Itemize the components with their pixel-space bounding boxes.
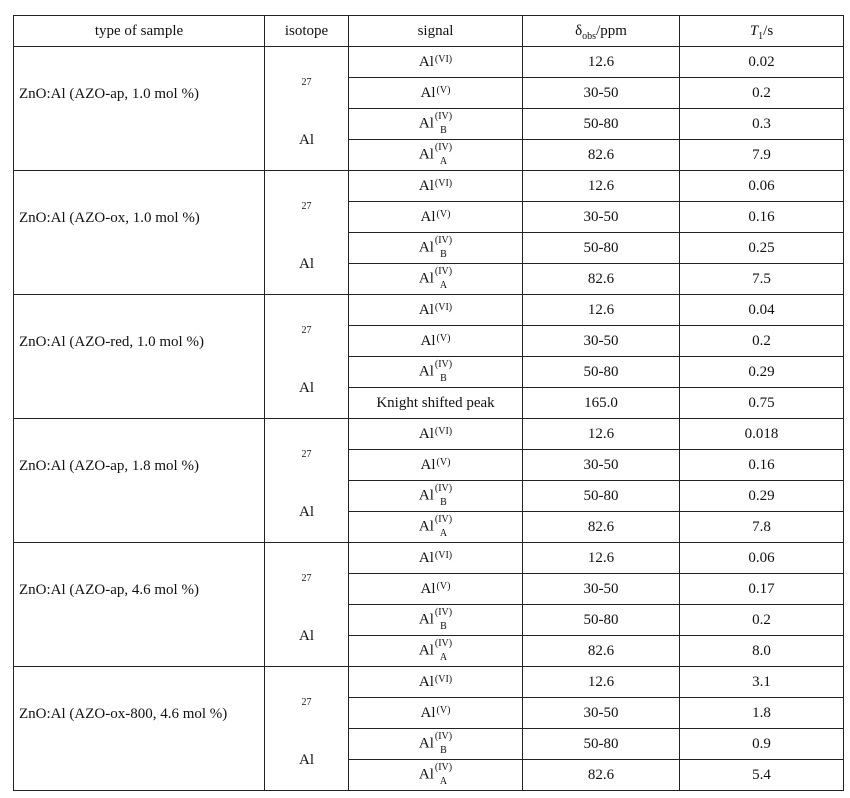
- signal-element: Al: [418, 363, 434, 380]
- signal-element: Al: [418, 239, 434, 256]
- isotope-cell: [265, 171, 349, 295]
- isotope-label: [265, 697, 348, 768]
- table-row: [14, 667, 844, 698]
- signal-cell: [349, 667, 523, 698]
- header-type-of-sample: type of sample: [14, 16, 265, 47]
- chemical-shift-cell: 30-50: [523, 326, 680, 357]
- isotope-element: Al: [299, 628, 314, 644]
- signal-element: Al: [420, 456, 436, 473]
- isotope-mass: 27: [301, 449, 312, 460]
- chemical-shift-cell: 30-50: [523, 574, 680, 605]
- signal-indices: [436, 333, 451, 346]
- signal-cell: [349, 419, 523, 450]
- signal-coordination: (IV): [434, 731, 453, 742]
- isotope-label: [265, 77, 348, 148]
- table-row: [14, 543, 844, 574]
- isotope-mass: 27: [301, 697, 312, 708]
- signal-indices: [436, 581, 451, 594]
- isotope-label: [265, 573, 348, 644]
- signal-element: Al: [418, 611, 434, 628]
- signal-element: Al: [418, 53, 434, 70]
- chemical-shift-cell: 82.6: [523, 140, 680, 171]
- isotope-label: [265, 449, 348, 520]
- t1-cell: 1.8: [680, 698, 844, 729]
- signal-coordination: (IV): [434, 638, 453, 649]
- signal-indices: [434, 235, 453, 260]
- signal-coordination: (VI): [434, 674, 453, 686]
- isotope-mass: 27: [301, 325, 312, 336]
- signal-indices: [436, 85, 451, 98]
- chemical-shift-cell: 12.6: [523, 667, 680, 698]
- signal-element: Al: [420, 84, 436, 101]
- sample-cell: [14, 295, 265, 419]
- t1-cell: 0.3: [680, 109, 844, 140]
- t1-cell: 0.2: [680, 78, 844, 109]
- signal-element: Al: [418, 735, 434, 752]
- sample-name: ZnO:Al (AZO-ap, 1.0 mol %): [19, 86, 199, 102]
- signal-coordination: (VI): [434, 54, 453, 66]
- signal-cell: [349, 171, 523, 202]
- signal-element: Al: [418, 518, 434, 535]
- signal-coordination: (V): [436, 705, 451, 717]
- sample-name: ZnO:Al (AZO-ap, 4.6 mol %): [19, 582, 199, 598]
- isotope-cell: [265, 419, 349, 543]
- signal-indices: [434, 638, 453, 663]
- table-row: [14, 419, 844, 450]
- signal-cell: [349, 78, 523, 109]
- signal-indices: [434, 674, 453, 687]
- signal-element: Al: [418, 766, 434, 783]
- table-row: [14, 47, 844, 78]
- chemical-shift-cell: 50-80: [523, 605, 680, 636]
- signal-cell: [349, 543, 523, 574]
- chemical-shift-cell: 82.6: [523, 512, 680, 543]
- signal-coordination: (IV): [434, 142, 453, 153]
- chemical-shift-cell: 12.6: [523, 543, 680, 574]
- signal-coordination: (IV): [434, 483, 453, 494]
- signal-site: A: [439, 776, 448, 787]
- signal-site: A: [439, 652, 448, 663]
- signal-element: Al: [418, 115, 434, 132]
- signal-site: A: [439, 156, 448, 167]
- isotope-mass: 27: [301, 573, 312, 584]
- signal-cell: [349, 729, 523, 760]
- signal-element: Al: [420, 580, 436, 597]
- signal-coordination: (V): [436, 333, 451, 345]
- signal-element: Al: [418, 301, 434, 318]
- chemical-shift-cell: 165.0: [523, 388, 680, 419]
- signal-site: A: [439, 280, 448, 291]
- signal-indices: [434, 359, 453, 384]
- signal-indices: [436, 209, 451, 222]
- signal-site: B: [440, 125, 447, 136]
- t1-cell: 0.018: [680, 419, 844, 450]
- signal-coordination: (IV): [434, 514, 453, 525]
- chemical-shift-cell: 50-80: [523, 109, 680, 140]
- header-t1: $T_1/s$: [680, 16, 844, 47]
- signal-coordination: (IV): [434, 111, 453, 122]
- signal-cell: [349, 140, 523, 171]
- chemical-shift-cell: 12.6: [523, 171, 680, 202]
- isotope-mass: 27: [301, 201, 312, 212]
- t1-cell: 0.02: [680, 47, 844, 78]
- signal-cell: [349, 605, 523, 636]
- signal-site: B: [440, 621, 447, 632]
- signal-cell: [349, 760, 523, 791]
- signal-element: Al: [420, 704, 436, 721]
- nmr-data-table: [13, 15, 844, 791]
- signal-coordination: (VI): [434, 302, 453, 314]
- signal-coordination: (V): [436, 85, 451, 97]
- chemical-shift-cell: 12.6: [523, 295, 680, 326]
- signal-indices: [434, 302, 453, 315]
- signal-indices: [434, 426, 453, 439]
- t1-cell: 5.4: [680, 760, 844, 791]
- sample-name: ZnO:Al (AZO-ox, 1.0 mol %): [19, 210, 200, 226]
- table-row: [14, 171, 844, 202]
- chemical-shift-cell: 50-80: [523, 357, 680, 388]
- signal-cell: [349, 233, 523, 264]
- signal-element: Al: [418, 642, 434, 659]
- signal-cell: [349, 636, 523, 667]
- signal-coordination: (IV): [434, 359, 453, 370]
- signal-coordination: (VI): [434, 426, 453, 438]
- signal-site: A: [439, 528, 448, 539]
- signal-element: Al: [420, 208, 436, 225]
- signal-element: Al: [420, 332, 436, 349]
- isotope-cell: [265, 667, 349, 791]
- chemical-shift-cell: 30-50: [523, 202, 680, 233]
- sample-cell: [14, 543, 265, 667]
- isotope-element: Al: [299, 132, 314, 148]
- signal-element: Al: [418, 487, 434, 504]
- isotope-label: [265, 201, 348, 272]
- sample-name: ZnO:Al (AZO-ap, 1.8 mol %): [19, 458, 199, 474]
- signal-cell: [349, 512, 523, 543]
- signal-label: Knight shifted peak: [376, 394, 495, 411]
- signal-indices: [436, 705, 451, 718]
- signal-indices: [434, 607, 453, 632]
- signal-element: Al: [418, 549, 434, 566]
- signal-site: B: [440, 497, 447, 508]
- signal-site: B: [440, 249, 447, 260]
- signal-coordination: (V): [436, 457, 451, 469]
- signal-cell: [349, 326, 523, 357]
- header-chemical-shift: $\delta_{obs}$/ppm: [523, 16, 680, 47]
- chemical-shift-cell: 50-80: [523, 233, 680, 264]
- t1-cell: 0.9: [680, 729, 844, 760]
- header-row: [14, 16, 844, 47]
- t1-cell: 3.1: [680, 667, 844, 698]
- isotope-cell: [265, 543, 349, 667]
- t1-cell: 0.29: [680, 357, 844, 388]
- isotope-cell: [265, 47, 349, 171]
- signal-coordination: (IV): [434, 607, 453, 618]
- sample-cell: [14, 47, 265, 171]
- signal-cell: [349, 388, 523, 419]
- signal-coordination: (IV): [434, 762, 453, 773]
- isotope-mass: 27: [301, 77, 312, 88]
- signal-element: Al: [418, 177, 434, 194]
- t1-cell: 0.06: [680, 543, 844, 574]
- table-row: [14, 295, 844, 326]
- isotope-element: Al: [299, 380, 314, 396]
- t1-cell: 7.8: [680, 512, 844, 543]
- t1-cell: 0.29: [680, 481, 844, 512]
- t1-cell: 0.75: [680, 388, 844, 419]
- signal-cell: [349, 481, 523, 512]
- signal-indices: [434, 54, 453, 67]
- signal-cell: [349, 698, 523, 729]
- t1-cell: 0.2: [680, 605, 844, 636]
- signal-site: B: [440, 373, 447, 384]
- signal-indices: [434, 550, 453, 563]
- chemical-shift-cell: 12.6: [523, 419, 680, 450]
- signal-cell: [349, 450, 523, 481]
- signal-cell: [349, 295, 523, 326]
- signal-coordination: (VI): [434, 178, 453, 190]
- t1-cell: 0.17: [680, 574, 844, 605]
- chemical-shift-cell: 82.6: [523, 636, 680, 667]
- header-isotope: isotope: [265, 16, 349, 47]
- signal-indices: [434, 731, 453, 756]
- t1-cell: 0.16: [680, 202, 844, 233]
- isotope-label: [265, 325, 348, 396]
- signal-site: B: [440, 745, 447, 756]
- signal-coordination: (VI): [434, 550, 453, 562]
- signal-indices: [434, 142, 453, 167]
- sample-cell: [14, 171, 265, 295]
- isotope-element: Al: [299, 256, 314, 272]
- signal-cell: [349, 574, 523, 605]
- sample-name: ZnO:Al (AZO-ox-800, 4.6 mol %): [19, 706, 228, 722]
- t1-cell: 8.0: [680, 636, 844, 667]
- sample-cell: [14, 667, 265, 791]
- signal-cell: [349, 109, 523, 140]
- t1-cell: 7.5: [680, 264, 844, 295]
- chemical-shift-cell: 82.6: [523, 760, 680, 791]
- t1-cell: 7.9: [680, 140, 844, 171]
- signal-indices: [434, 111, 453, 136]
- signal-coordination: (IV): [434, 235, 453, 246]
- signal-element: Al: [418, 270, 434, 287]
- signal-indices: [434, 514, 453, 539]
- chemical-shift-cell: 82.6: [523, 264, 680, 295]
- chemical-shift-cell: 30-50: [523, 450, 680, 481]
- signal-coordination: (IV): [434, 266, 453, 277]
- t1-cell: 0.16: [680, 450, 844, 481]
- signal-coordination: (V): [436, 209, 451, 221]
- signal-indices: [434, 178, 453, 191]
- signal-indices: [436, 457, 451, 470]
- t1-cell: 0.06: [680, 171, 844, 202]
- isotope-cell: [265, 295, 349, 419]
- chemical-shift-cell: 12.6: [523, 47, 680, 78]
- signal-coordination: (V): [436, 581, 451, 593]
- isotope-element: Al: [299, 752, 314, 768]
- chemical-shift-cell: 50-80: [523, 729, 680, 760]
- signal-cell: [349, 357, 523, 388]
- chemical-shift-cell: 30-50: [523, 698, 680, 729]
- signal-cell: [349, 202, 523, 233]
- signal-indices: [434, 762, 453, 787]
- t1-cell: 0.25: [680, 233, 844, 264]
- signal-indices: [434, 266, 453, 291]
- sample-cell: [14, 419, 265, 543]
- t1-cell: 0.04: [680, 295, 844, 326]
- signal-cell: [349, 47, 523, 78]
- t1-cell: 0.2: [680, 326, 844, 357]
- signal-element: Al: [418, 146, 434, 163]
- sample-name: ZnO:Al (AZO-red, 1.0 mol %): [19, 334, 204, 350]
- signal-element: Al: [418, 673, 434, 690]
- isotope-element: Al: [299, 504, 314, 520]
- chemical-shift-cell: 50-80: [523, 481, 680, 512]
- header-signal: signal: [349, 16, 523, 47]
- chemical-shift-cell: 30-50: [523, 78, 680, 109]
- signal-element: Al: [418, 425, 434, 442]
- signal-indices: [434, 483, 453, 508]
- signal-cell: [349, 264, 523, 295]
